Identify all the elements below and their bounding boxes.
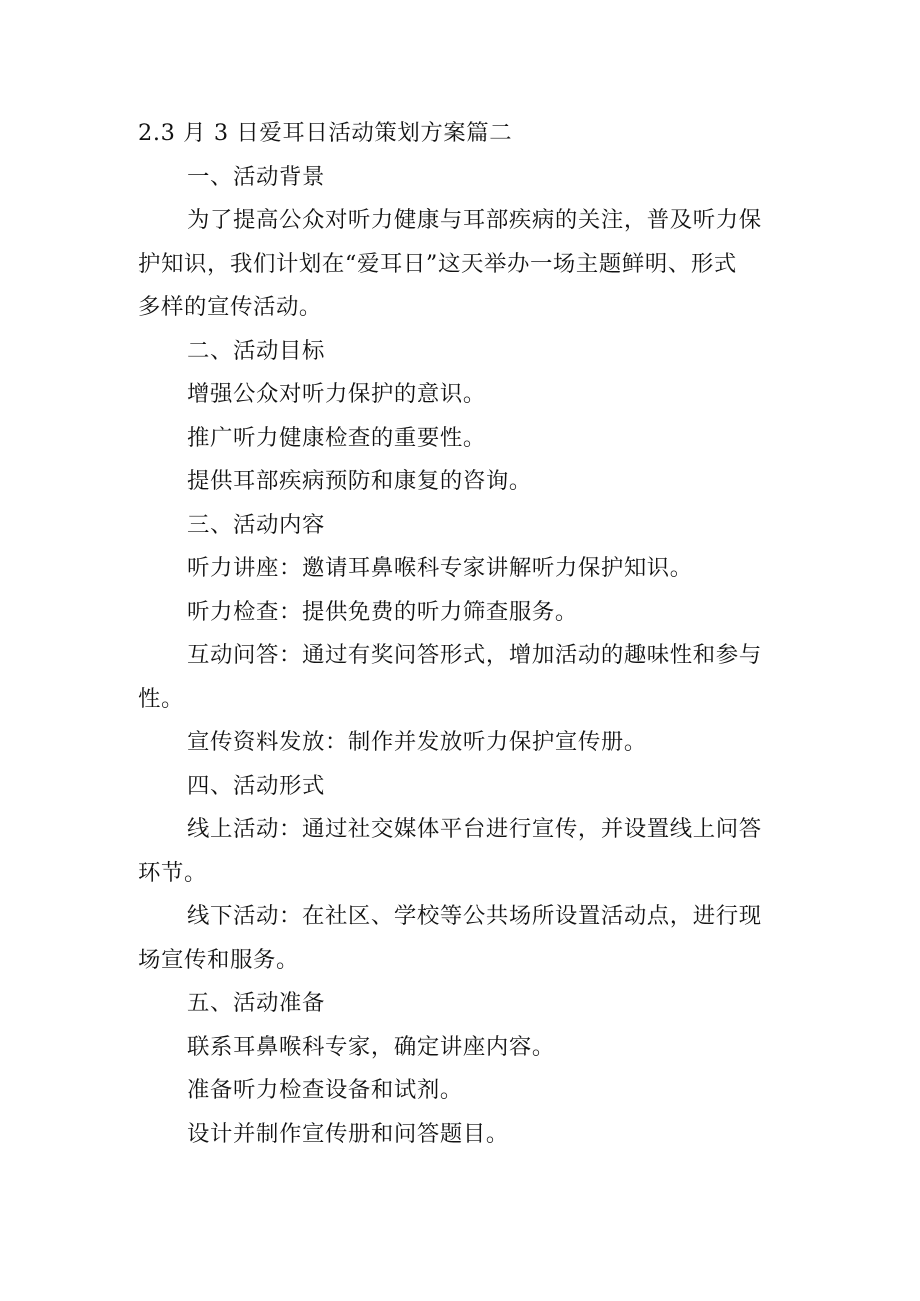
list-item: 听力讲座：邀请耳鼻喉科专家讲解听力保护知识。 xyxy=(187,555,693,581)
list-item: 线下活动：在社区、学校等公共场所设置活动点，进行现 xyxy=(187,903,762,929)
paragraph-line: 为了提高公众对听力健康与耳部疾病的关注，普及听力保 xyxy=(187,207,762,233)
section-heading-format: 四、活动形式 xyxy=(187,772,325,799)
list-item: 设计并制作宣传册和问答题目。 xyxy=(187,1120,509,1147)
list-item: 准备听力检查设备和试剂。 xyxy=(187,1077,463,1103)
list-item: 听力检查：提供免费的听力筛查服务。 xyxy=(187,598,578,625)
list-item: 联系耳鼻喉科专家，确定讲座内容。 xyxy=(187,1033,555,1060)
section-heading-goals: 二、活动目标 xyxy=(187,337,325,364)
paragraph-line: 多样的宣传活动。 xyxy=(138,294,322,320)
list-item: 增强公众对听力保护的意识。 xyxy=(187,381,486,407)
section-heading-background: 一、活动背景 xyxy=(187,163,325,190)
section-heading-content: 三、活动内容 xyxy=(187,511,325,538)
list-item: 推广听力健康检查的重要性。 xyxy=(187,424,486,451)
list-item: 提供耳部疾病预防和康复的咨询。 xyxy=(187,468,532,494)
document-page xyxy=(138,112,778,1156)
list-item-continuation: 场宣传和服务。 xyxy=(138,946,299,973)
list-item: 宣传资料发放：制作并发放听力保护宣传册。 xyxy=(187,729,647,755)
section-heading-preparation: 五、活动准备 xyxy=(187,990,325,1016)
list-item: 线上活动：通过社交媒体平台进行宣传，并设置线上问答 xyxy=(187,816,762,842)
list-item: 互动问答：通过有奖问答形式，增加活动的趣味性和参与 xyxy=(187,642,762,668)
document-title: 2.3 月 3 日爱耳日活动策划方案篇二 xyxy=(138,120,513,146)
list-item-continuation: 性。 xyxy=(138,685,184,712)
list-item-continuation: 环节。 xyxy=(138,859,207,886)
paragraph-line: 护知识，我们计划在“爱耳日”这天举办一场主题鲜明、形式 xyxy=(138,250,737,277)
